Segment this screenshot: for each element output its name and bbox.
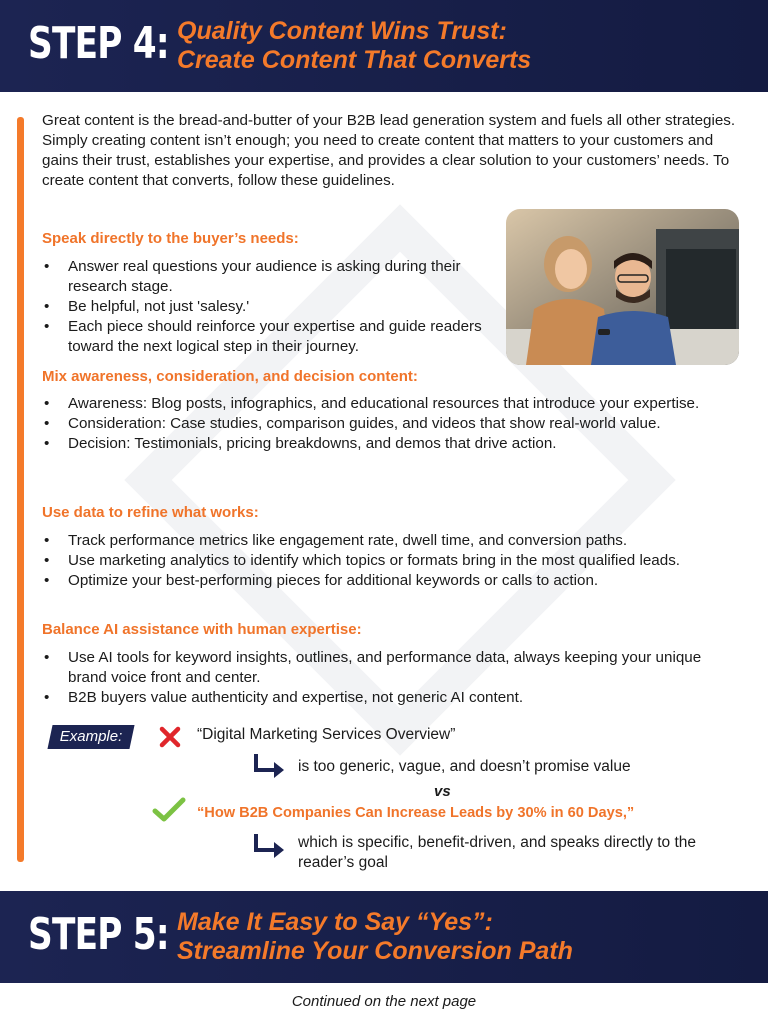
- step4-title-line2: Create Content That Converts: [177, 46, 532, 74]
- list-item: • Use AI tools for keyword insights, outlines, and performance data, always keeping your unique brand voice front and center.: [42, 648, 737, 688]
- section-heading-buyer-needs: Speak directly to the buyer’s needs:: [42, 230, 299, 247]
- section-heading-data: Use data to refine what works:: [42, 504, 259, 521]
- data-list: [42, 531, 737, 591]
- list-item: • Consideration: Case studies, comparison guides, and videos that show real-world value.: [42, 414, 732, 434]
- list-item: • Optimize your best-performing pieces for additional keywords or calls to action.: [42, 571, 737, 591]
- accent-bar: [17, 117, 24, 862]
- good-example-note: which is specific, benefit-driven, and speaks directly to the reader’s goal: [298, 834, 697, 871]
- intro-paragraph: Great content is the bread-and-butter of your B2B lead generation system and fuels all other strategies. Simply creating content isn’t enough; you need to create content that matters to your customers and gains their trust, establishes your expertise, and provides a clear solution to your customers’ needs. To create content that converts, follow these guidelines.: [42, 112, 736, 189]
- step4-banner: [0, 0, 768, 92]
- team-photo: [506, 209, 739, 365]
- list-item: • Use marketing analytics to identify which topics or formats bring in the most qualified leads.: [42, 551, 737, 571]
- step5-title-line2: Streamline Your Conversion Path: [177, 937, 573, 965]
- intro-block: [42, 111, 742, 191]
- list-item: • Be helpful, not just 'salesy.': [42, 297, 492, 317]
- section-heading-ai: Balance AI assistance with human expertise:: [42, 621, 362, 638]
- list-item: • B2B buyers value authenticity and expertise, not generic AI content.: [42, 688, 737, 708]
- list-item: • Each piece should reinforce your expertise and guide readers toward the next logical step in their journey.: [42, 317, 492, 357]
- continued-note: Continued on the next page: [291, 993, 477, 1010]
- list-item: • Awareness: Blog posts, infographics, and educational resources that introduce your expertise.: [42, 394, 732, 414]
- content-mix-list: [42, 394, 732, 454]
- ai-list: [42, 648, 737, 708]
- green-check-icon: [152, 797, 186, 823]
- example-tag-label: Example:: [59, 728, 123, 745]
- bad-example-note: is too generic, vague, and doesn’t promise value: [298, 758, 631, 775]
- step4-title-line1: Quality Content Wins Trust:: [177, 17, 507, 45]
- bad-example-title: “Digital Marketing Services Overview”: [197, 726, 456, 743]
- step5-title: [177, 908, 573, 966]
- step5-title-line1: Make It Easy to Say “Yes”:: [177, 908, 493, 936]
- arrow-turn-right-icon: [252, 832, 288, 858]
- step4-title: [177, 17, 531, 75]
- buyer-needs-list: [42, 257, 492, 357]
- step5-banner: [0, 891, 768, 983]
- red-x-icon: [158, 725, 182, 749]
- example-tag: [47, 725, 134, 749]
- section-heading-content-mix: Mix awareness, consideration, and decision content:: [42, 368, 418, 385]
- step5-label: STEP 5:: [28, 909, 169, 960]
- list-item: • Answer real questions your audience is asking during their research stage.: [42, 257, 492, 297]
- good-example-title: “How B2B Companies Can Increase Leads by 30% in 60 Days,”: [197, 805, 635, 821]
- list-item: • Decision: Testimonials, pricing breakdowns, and demos that drive action.: [42, 434, 732, 454]
- step4-label: STEP 4:: [28, 18, 169, 69]
- list-item: • Track performance metrics like engagement rate, dwell time, and conversion paths.: [42, 531, 737, 551]
- vs-label: vs: [434, 783, 451, 800]
- arrow-turn-right-icon: [252, 752, 288, 778]
